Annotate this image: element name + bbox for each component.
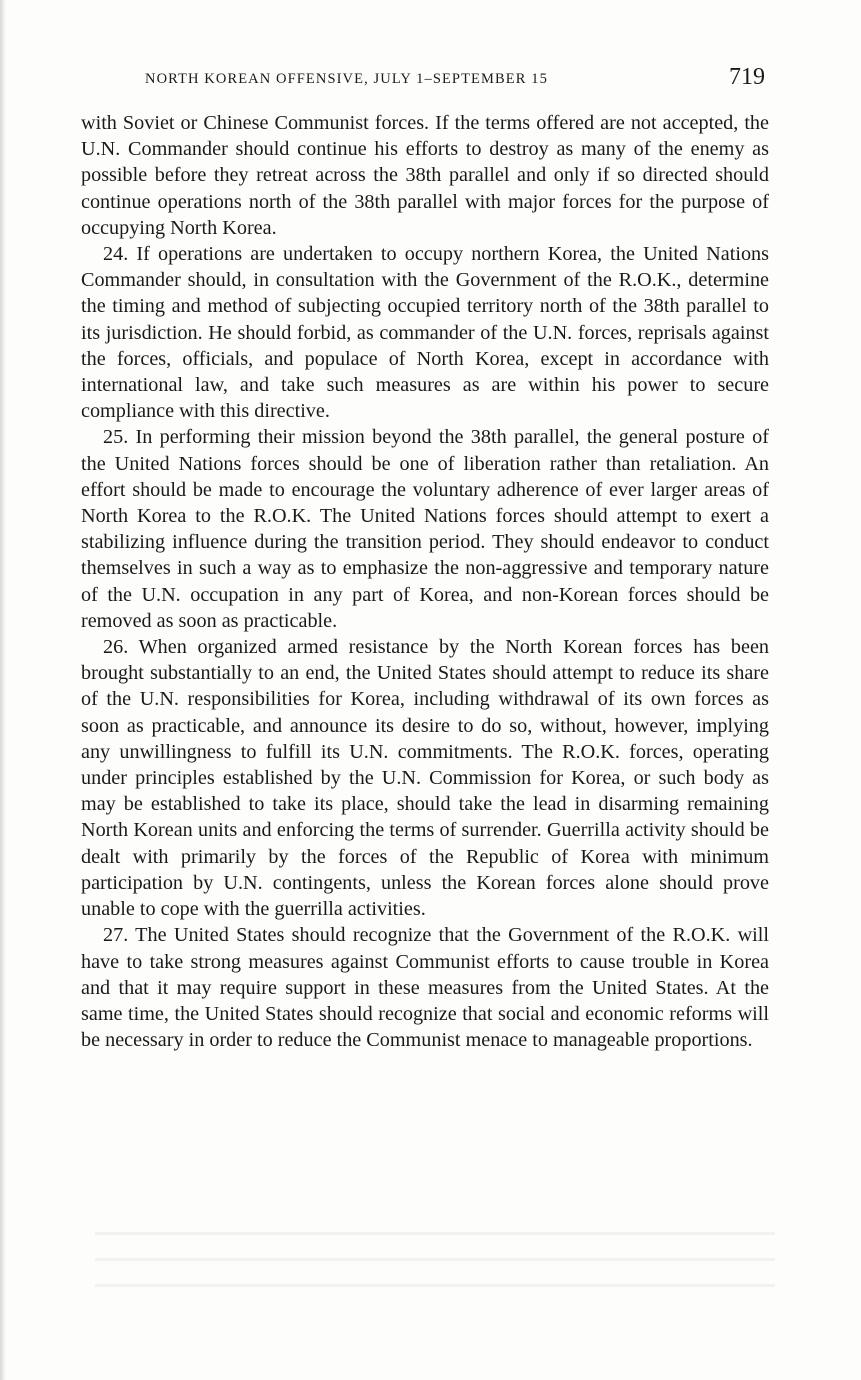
- paragraph-continued: with Soviet or Chinese Communist forces. If the terms offered are not accepted, the U.N. Commander should continue his efforts to destroy as many of the enemy as possible before they retreat across the 38th parallel and only if so directed should continue operations north of the 38th parallel with major forces for the purpose of occupying North Korea.: [81, 112, 769, 239]
- running-header: [145, 66, 765, 90]
- paragraph-26: 26. When organized armed resistance by the North Korean forces has been brought substantially to an end, the United States should attempt to reduce its share of the U.N. responsibilities for Korea, including withdrawal of its own forces as soon as practicable, and announce its desire to do so, without, however, implying any unwillingness to fulfill its U.N. commitments. The R.O.K. forces, operating under principles established by the U.N. Commission for Korea, or such body as may be established to take its place, should take the lead in disarming remaining North Korean units and enforcing the terms of surrender. Guerrilla activity should be dealt with primarily by the forces of the Republic of Korea with minimum participation by U.N. contingents, unless the Korean forces alone should prove unable to cope with the guerrilla activities.: [81, 636, 769, 921]
- body-text: [81, 110, 769, 1053]
- page-edge-shadow: [0, 0, 6, 1380]
- running-title: NORTH KOREAN OFFENSIVE, JULY 1–SEPTEMBER 15: [145, 71, 548, 87]
- page-number: 719: [729, 64, 765, 90]
- paragraph-24: 24. If operations are undertaken to occupy northern Korea, the United Nations Commander should, in consultation with the Government of the R.O.K., determine the timing and method of subjecting occupied territory north of the 38th parallel to its jurisdiction. He should forbid, as commander of the U.N. forces, reprisals against the forces, officials, and populace of North Korea, except in accordance with international law, and take such measures as are within his power to secure compliance with this directive.: [81, 243, 769, 423]
- paragraph-27: 27. The United States should recognize that the Government of the R.O.K. will have to take strong measures against Communist efforts to cause trouble in Korea and that it may require support in these measures from the United States. At the same time, the United States should recognize that social and economic reforms will be necessary in order to reduce the Communist menace to manageable proportions.: [81, 924, 769, 1052]
- paragraph-25: 25. In performing their mission beyond the 38th parallel, the general posture of the United Nations forces should be one of liberation rather than retaliation. An effort should be made to encourage the voluntary adherence of ever larger areas of North Korea to the R.O.K. The United Nations forces should attempt to exert a stabilizing influence during the transition period. They should endeavor to conduct themselves in such a way as to emphasize the non-aggressive and temporary nature of the U.N. occupation in any part of Korea, and non-Korean forces should be removed as soon as practicable.: [81, 426, 769, 632]
- bleed-through-text: [95, 1222, 775, 1292]
